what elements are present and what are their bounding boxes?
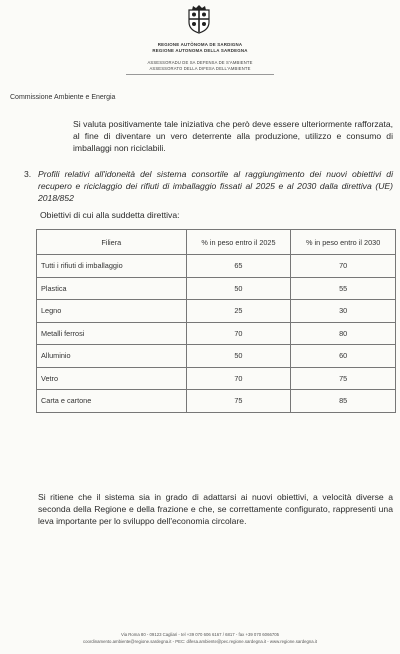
cell-2025: 65	[186, 255, 291, 278]
cell-filiera: Vetro	[37, 367, 187, 390]
cell-2025: 50	[186, 277, 291, 300]
cell-2025: 70	[186, 367, 291, 390]
table-row	[37, 390, 396, 413]
header-divider	[126, 74, 274, 75]
column-header-2025: % in peso entro il 2025	[186, 230, 291, 255]
cell-2030: 55	[291, 277, 396, 300]
region-name-sardinian: REGIONE AUTÒNOMA DE SARDIGNA	[157, 42, 243, 47]
cell-filiera: Plastica	[37, 277, 187, 300]
table-row	[37, 345, 396, 368]
column-header-filiera: Filiera	[37, 230, 187, 255]
cell-filiera: Metalli ferrosi	[37, 322, 187, 345]
cell-2025: 70	[186, 322, 291, 345]
region-name-italian: REGIONE AUTONOMA DELLA SARDEGNA	[152, 48, 248, 53]
table-row	[37, 255, 396, 278]
footer-address: Via Roma 80 - 09123 Cagliari - tel +39 070 606 6167 / 6817 - fax +39 070 6066705	[120, 632, 280, 637]
footer-contacts: coordinamento.ambiente@regione.sardegna.it - PEC: difesa.ambiente@pec.regione.sardegna.it - www.regione.sardegna.it	[83, 639, 317, 644]
recycling-targets-table	[36, 229, 396, 413]
cell-2030: 30	[291, 300, 396, 323]
cell-2030: 70	[291, 255, 396, 278]
cell-2025: 50	[186, 345, 291, 368]
table-header-row	[37, 230, 396, 255]
cell-filiera: Carta e cartone	[37, 390, 187, 413]
cell-2025: 75	[186, 390, 291, 413]
commission-heading: Commissione Ambiente e Energia	[10, 94, 116, 101]
cell-filiera: Alluminio	[37, 345, 187, 368]
list-item-3	[24, 168, 393, 205]
cell-2030: 75	[291, 367, 396, 390]
sardinia-coat-of-arms-logo	[186, 4, 212, 34]
table-row	[37, 322, 396, 345]
cell-2025: 25	[186, 300, 291, 323]
paragraph-conclusion: Si ritiene che il sistema sia in grado di adattarsi ai nuovi obiettivi, a velocità diverse a seconda della Regione e della frazione e che, se correttamente configurato, rappresenti una leva importante per lo sviluppo dell'economia circolare.	[38, 492, 393, 527]
list-item-number: 3.	[24, 169, 32, 179]
paragraph-assessment: Si valuta positivamente tale iniziativa che però deve essere ulteriormente rafforzata, al fine di diventare un vero deterrente alla produzione, utilizzo e consumo di imballaggi non riciclabili.	[73, 119, 393, 154]
cell-2030: 60	[291, 345, 396, 368]
cell-2030: 80	[291, 322, 396, 345]
assessorate-name-italian: ASSESSORATO DELLA DIFESA DELL'AMBIENTE	[149, 66, 251, 71]
column-header-2030: % in peso entro il 2030	[291, 230, 396, 255]
cell-2030: 85	[291, 390, 396, 413]
assessorate-name-sardinian: ASSESSORADU DE SA DEFENSA DE S'AMBIENTE	[147, 60, 253, 65]
list-item-text: Profili relativi all'idoneità del sistema consortile al raggiungimento dei nuovi obiettivi di recupero e riciclaggio dei rifiuti di imballaggio fissati al 2025 e al 2030 dalla direttiva (UE) 2018/852	[38, 169, 393, 204]
cell-filiera: Legno	[37, 300, 187, 323]
table-intro: Obiettivi di cui alla suddetta direttiva:	[40, 210, 180, 220]
cell-filiera: Tutti i rifiuti di imballaggio	[37, 255, 187, 278]
table-row	[37, 367, 396, 390]
table-row	[37, 300, 396, 323]
table-row	[37, 277, 396, 300]
